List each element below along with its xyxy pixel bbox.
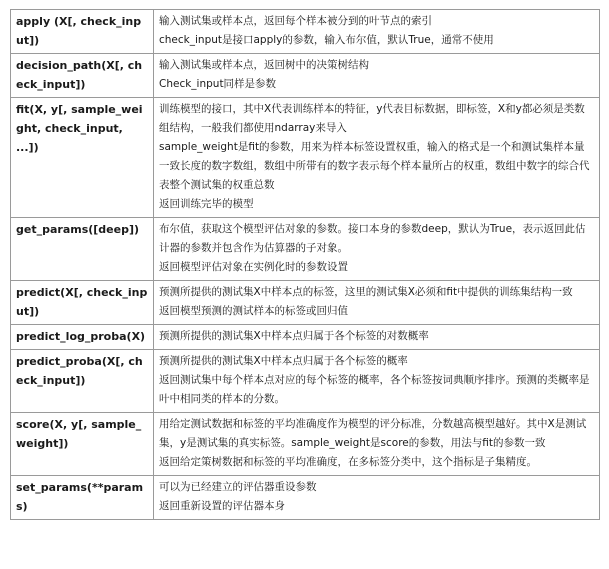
table-row [11, 281, 600, 325]
method-name: predict_proba(X[, check_input]) [11, 350, 154, 413]
method-description: 布尔值，获取这个模型评估对象的参数。接口本身的参数deep，默认为True，表示返回此估计器的参数并包含作为估算器的子对象。 返回模型评估对象在实例化时的参数设置 [154, 218, 600, 281]
methods-table-wrapper [10, 9, 600, 520]
method-description: 训练模型的接口，其中X代表训练样本的特征，y代表目标数据，即标签，X和y都必须是类数组结构，一般我们都使用ndarray来导入 sample_weight是fit的参数，用来为样本标签设置权重，输入的格式是一个和测试集样本量一致长度的数字数组，数组中所带有的数字表示每个样本量所占的权重，数组中数字的综合代表整个测试集的权重总数 返回训练完毕的模型 [154, 98, 600, 218]
method-name: predict(X[, check_input]) [11, 281, 154, 325]
method-name: apply (X[, check_input]) [11, 10, 154, 54]
table-row [11, 350, 600, 413]
table-row [11, 218, 600, 281]
table-row [11, 476, 600, 520]
method-description: 预测所提供的测试集X中样本点归属于各个标签的概率 返回测试集中每个样本点对应的每个标签的概率，各个标签按词典顺序排序。预测的类概率是叶中相同类的样本的分数。 [154, 350, 600, 413]
methods-table [10, 9, 600, 520]
method-description: 用给定测试数据和标签的平均准确度作为模型的评分标准，分数越高模型越好。其中X是测试集，y是测试集的真实标签。sample_weight是score的参数，用法与fit的参数一致 返回给定策树数据和标签的平均准确度，在多标签分类中，这个指标是子集精度。 [154, 413, 600, 476]
method-name: predict_log_proba(X) [11, 325, 154, 350]
table-row [11, 98, 600, 218]
table-row [11, 325, 600, 350]
method-name: score(X, y[, sample_weight]) [11, 413, 154, 476]
table-row [11, 54, 600, 98]
method-description: 预测所提供的测试集X中样本点归属于各个标签的对数概率 [154, 325, 600, 350]
method-name: fit(X, y[, sample_weight, check_input, ...]) [11, 98, 154, 218]
table-row [11, 413, 600, 476]
table-row [11, 10, 600, 54]
method-description: 输入测试集或样本点，返回树中的决策树结构 Check_input同样是参数 [154, 54, 600, 98]
method-name: decision_path(X[, check_input]) [11, 54, 154, 98]
method-name: set_params(**params) [11, 476, 154, 520]
method-description: 可以为已经建立的评估器重设参数 返回重新设置的评估器本身 [154, 476, 600, 520]
method-name: get_params([deep]) [11, 218, 154, 281]
method-description: 预测所提供的测试集X中样本点的标签，这里的测试集X必须和fit中提供的训练集结构一致 返回模型预测的测试样本的标签或回归值 [154, 281, 600, 325]
method-description: 输入测试集或样本点，返回每个样本被分到的叶节点的索引 check_input是接口apply的参数，输入布尔值，默认True，通常不使用 [154, 10, 600, 54]
